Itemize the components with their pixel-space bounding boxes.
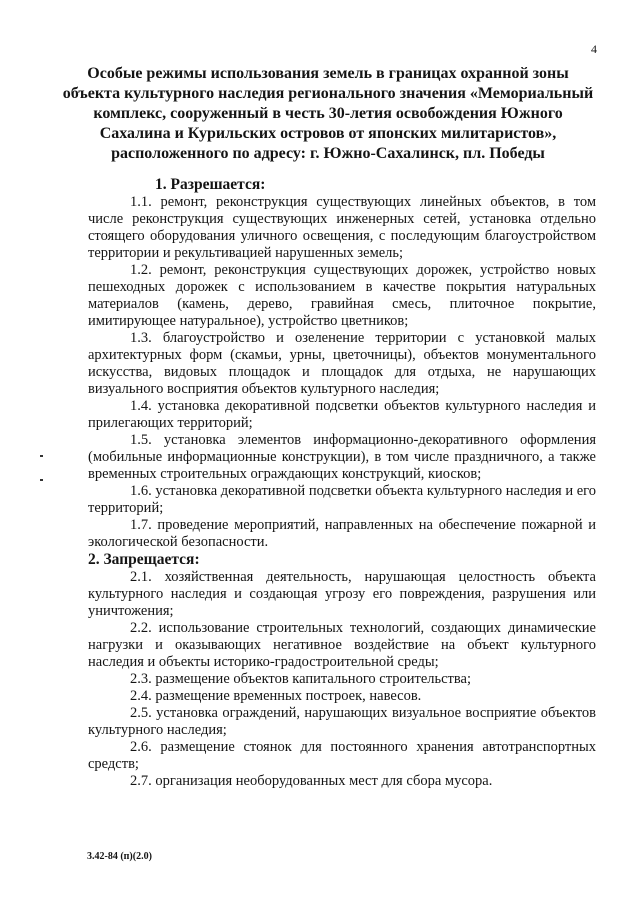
document-code: 3.42-84 (п)(2.0) [87, 851, 152, 862]
allowed-item-1-1: 1.1. ремонт, реконструкция существующих линейных объектов, в том числе реконструкция существующих инженерных сетей, установка отдельно стоящего оборудования уличного освещения, с последующим благоустройством территории и рекультивацией нарушенных земель; [88, 194, 596, 261]
prohibited-item-2-3: 2.3. размещение объектов капитального строительства; [130, 671, 472, 687]
page-number: 4 [591, 42, 597, 56]
prohibited-item-2-6: 2.6. размещение стоянок для постоянного хранения автотранспортных средств; [88, 739, 596, 772]
prohibited-item-2-1: 2.1. хозяйственная деятельность, нарушающая целостность объекта культурного наследия и создающая угрозу его повреждения, разрушения или уничтожения; [88, 569, 596, 619]
scan-mark [40, 479, 43, 481]
allowed-item-1-5: 1.5. установка элементов информационно-декоративного оформления (мобильные информационные конструкции), в том числе праздничного, а также временных строительных ограждающих конструкций, киосков; [88, 432, 596, 482]
allowed-item-1-7: 1.7. проведение мероприятий, направленных на обеспечение пожарной и экологической безопасности. [88, 517, 596, 550]
document-title: Особые режимы использования земель в границах охранной зоны объекта культурного наследия регионального значения «Мемориальный комплекс, сооруженный в честь 30-летия освобождения Южного Сахалина и Курильских островов от японских милитаристов», расположенного по адресу: г. Южно-Сахалинск, пл. Победы [62, 65, 594, 162]
prohibited-item-2-7: 2.7. организация необорудованных мест для сбора мусора. [130, 773, 493, 789]
document-body [88, 176, 596, 790]
allowed-item-1-2: 1.2. ремонт, реконструкция существующих дорожек, устройство новых пешеходных дорожек с использованием в качестве покрытия натуральных материалов (камень, дерево, гравийная смесь, плиточное покрытие, имитирующее натуральное), устройство цветников; [88, 262, 596, 329]
prohibited-item-2-5: 2.5. установка ограждений, нарушающих визуальное восприятие объектов культурного наследия; [88, 705, 596, 738]
prohibited-item-2-4: 2.4. размещение временных построек, навесов. [130, 688, 422, 704]
scan-mark [40, 455, 43, 457]
prohibited-item-2-2: 2.2. использование строительных технологий, создающих динамические нагрузки и оказывающих негативное воздействие на объект культурного наследия и объекты историко-градостроительной среды; [88, 620, 596, 670]
allowed-item-1-4: 1.4. установка декоративной подсветки объектов культурного наследия и прилегающих территорий; [88, 398, 596, 431]
section-allowed-heading: 1. Разрешается: [155, 176, 266, 193]
section-prohibited-heading: 2. Запрещается: [88, 551, 200, 568]
allowed-item-1-3: 1.3. благоустройство и озеленение территории с установкой малых архитектурных форм (скамьи, урны, цветочницы), объектов монументального искусства, видовых площадок и площадок для отдыха, не нарушающих визуального восприятия объектов культурного наследия; [88, 330, 596, 397]
allowed-item-1-6: 1.6. установка декоративной подсветки объекта культурного наследия и его территорий; [88, 483, 596, 516]
